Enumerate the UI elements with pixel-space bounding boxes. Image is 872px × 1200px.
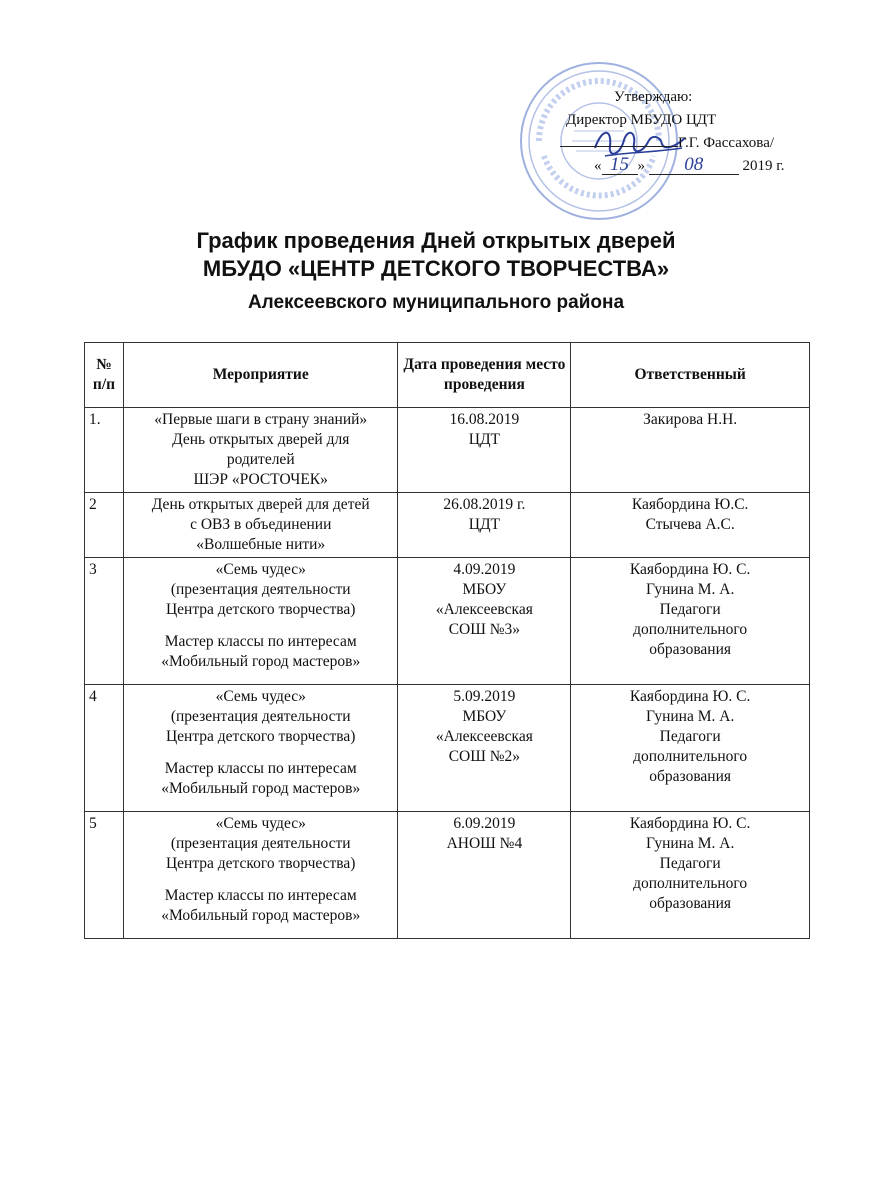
date-line: МБОУ [462,581,507,598]
approval-signature-line [560,132,820,155]
event-line: День открытых дверей для детей [151,496,370,513]
event-line: Центра детского творчества) [165,601,356,618]
row-num: 5 [85,812,124,939]
date-line: ЦДТ [468,516,501,533]
event-line: Центра детского творчества) [165,728,356,745]
table-row [85,408,810,493]
header-num: № п/п [85,343,124,408]
responsible-line: образования [649,641,732,658]
event-line: «Семь чудес» [215,561,306,578]
responsible-line: Педагоги [659,601,721,618]
row-date-place [398,493,571,558]
table-header-row [85,343,810,408]
row-responsible [571,493,810,558]
table-row [85,812,810,939]
responsible-line: Каябордина Ю. С. [629,815,751,832]
header-date: Дата проведения место проведения [398,343,571,408]
row-event [123,408,398,493]
date-line: 6.09.2019 [453,815,516,832]
event-line: (презентация деятельности [170,708,351,725]
responsible-line: Стычева А.С. [645,516,735,533]
responsible-line: Педагоги [659,728,721,745]
responsible-line: дополнительного [633,875,748,892]
row-event [123,812,398,939]
event-gap [128,620,394,632]
row-responsible [571,558,810,685]
page-title-line2: МБУДО «ЦЕНТР ДЕТСКОГО ТВОРЧЕСТВА» [202,256,670,281]
event-line: День открытых дверей для [172,431,350,448]
event-extra-line: Мастер классы по интересам [164,633,357,650]
row-num: 3 [85,558,124,685]
row-date-place [398,685,571,812]
responsible-line: дополнительного [633,621,748,638]
signature-blank [560,132,678,147]
date-line: МБОУ [462,708,507,725]
table-row [85,685,810,812]
header-responsible: Ответственный [571,343,810,408]
row-num: 2 [85,493,124,558]
table-row [85,493,810,558]
event-extra-line: «Мобильный город мастеров» [161,907,361,924]
date-line: ЦДТ [468,431,501,448]
table-row [85,558,810,685]
date-line: 26.08.2019 г. [443,496,526,513]
date-line: «Алексеевская [435,728,533,745]
responsible-line: Гунина М. А. [645,835,735,852]
page-subtitle: Алексеевского муниципального района [247,292,625,313]
row-event [123,685,398,812]
date-line: 16.08.2019 [449,411,520,428]
approval-date [560,155,820,178]
responsible-line: Каябордина Ю. С. [629,688,751,705]
row-date-place [398,408,571,493]
event-extra-line: Мастер классы по интересам [164,760,357,777]
row-date-place [398,558,571,685]
row-event [123,493,398,558]
event-gap [128,874,394,886]
event-line: (презентация деятельности [170,581,351,598]
row-date-place [398,812,571,939]
responsible-line: Педагоги [659,855,721,872]
event-extra-line: «Мобильный город мастеров» [161,780,361,797]
row-responsible [571,812,810,939]
responsible-line: Гунина М. А. [645,581,735,598]
responsible-line: дополнительного [633,748,748,765]
event-extra-line: «Мобильный город мастеров» [161,653,361,670]
responsible-line: образования [649,895,732,912]
event-gap [128,747,394,759]
date-day: 15 [602,156,638,175]
event-line: «Семь чудес» [215,688,306,705]
responsible-line: Каябордина Ю. С. [629,561,751,578]
responsible-line: Каябордина Ю.С. [631,496,749,513]
date-line: «Алексеевская [435,601,533,618]
event-line: Центра детского творчества) [165,855,356,872]
date-quote-open: « [594,158,602,174]
responsible-line: Закирова Н.Н. [643,411,738,428]
event-line: «Волшебные нити» [196,536,326,553]
approval-position: Директор МБУДО ЦДТ [566,112,717,128]
date-line: СОШ №3» [448,621,521,638]
row-responsible [571,408,810,493]
date-line: СОШ №2» [448,748,521,765]
event-line: с ОВЗ в объединении [190,516,332,533]
event-line: (презентация деятельности [170,835,351,852]
date-quote-close: » [637,158,645,174]
responsible-line: образования [649,768,732,785]
row-event [123,558,398,685]
date-year: 2019 г. [742,158,785,174]
approval-block [560,86,820,178]
approval-name: Г.Г. Фассахова/ [678,135,775,151]
event-extra-line: Мастер классы по интересам [164,887,357,904]
row-responsible [571,685,810,812]
approval-label: Утверждаю: [614,89,693,105]
date-line: 4.09.2019 [453,561,516,578]
date-line: АНОШ №4 [446,835,523,852]
row-num: 4 [85,685,124,812]
event-line: родителей [226,451,295,468]
event-line: ШЭР «РОСТОЧЕК» [193,471,328,488]
responsible-line: Гунина М. А. [645,708,735,725]
date-line: 5.09.2019 [453,688,516,705]
row-num: 1. [85,408,124,493]
event-line: «Первые шаги в страну знаний» [154,411,368,428]
event-line: «Семь чудес» [215,815,306,832]
page-title-line1: График проведения Дней открытых дверей [196,228,676,253]
header-event: Мероприятие [123,343,398,408]
date-month: 08 [649,156,739,175]
schedule-table [84,342,810,939]
